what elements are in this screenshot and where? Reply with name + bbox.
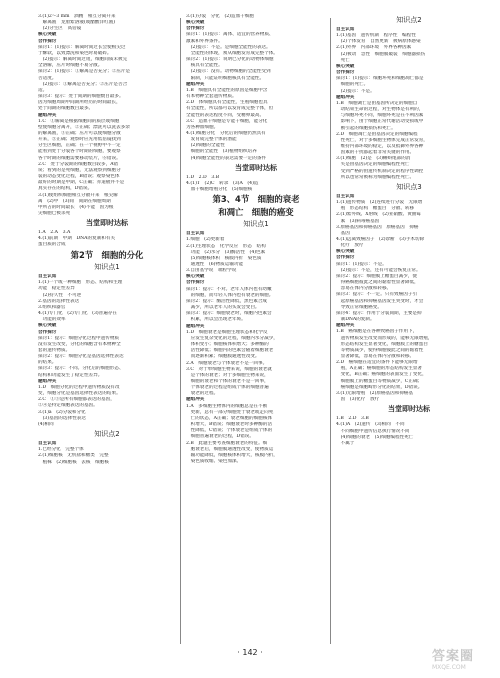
answer-line: 更新，总有一部分细胞处于衰老或走向死 <box>186 409 274 415</box>
answer-line: 得癌细胞彼此之间的黏着性显著降低， <box>336 280 419 286</box>
answer-line: 3.C 对于单细胞生物来说，细胞的衰老就 <box>186 366 272 372</box>
label-heading: 题组冲关 <box>336 323 355 329</box>
label-heading: 合作探讨 <box>38 38 57 44</box>
answer-line: 否适度。 <box>38 75 57 81</box>
answer-line: 有本物种全套遗传物质。 <box>186 94 237 100</box>
answer-line: 2.(1)外界 内部环境 外界各种因素 <box>336 45 412 51</box>
answer-line: 探讨3：提示：细胞衰老时，细胞内色素会 <box>186 311 272 317</box>
answer-line: 因为细胞周期中间期所经历的时间最长， <box>38 100 121 106</box>
answer-line: 3.C 造血干细胞是专能干细胞，能分化 <box>186 118 268 124</box>
label-heading: 合作探讨 <box>186 26 205 32</box>
subsection-heading: 当堂即时达标 <box>235 163 277 172</box>
answer-line: 中所占的时间最长 (4)不能 因为根 <box>38 204 114 210</box>
answer-line: 所以也常常被称为细胞编程性死亡。 <box>336 174 415 180</box>
answer-line: 亡的状态，A正确；衰老细胞的细胞核体 <box>186 415 273 421</box>
answer-line: 断引起的细胞损伤和死亡。 <box>336 125 396 131</box>
answer-line: (2)分生区 高倍镜 <box>38 26 82 32</box>
answer-line: 1.B 细胞凋亡是由基因所决定的细胞自 <box>336 100 418 106</box>
answer-line: 1.C ①解离是根据细胞间的质层或细胞 <box>38 118 120 124</box>
answer-line: 2.D 体细胞具有全能性，生殖细胞也具 <box>186 100 268 106</box>
label-heading: 核心突破 <box>38 32 57 38</box>
answer-line: 细胞膜上的糖蛋白等物质减少，C正确； <box>336 378 423 384</box>
answer-line: 细胞的衰老和个体的衰老不是一回事， <box>186 378 269 384</box>
watermark-text: 答案圈 <box>432 649 475 664</box>
answer-line: 处于间期的细胞数目最多。 <box>38 106 94 112</box>
answer-line: 探讨3：提示：不一定。只有致癌因子引 <box>336 292 418 298</box>
knowledge-point-heading: 知识点1 <box>243 220 269 229</box>
answer-line: 激素和外界条件。 <box>186 38 223 44</box>
answer-line: 1.(1)一个或一种细胞 形态、结构和生理 <box>38 280 123 286</box>
answer-line: 探讨2：(1)提示：说明已分化的动物体细胞 <box>186 57 274 63</box>
answer-line: 2.(1)生理状态 化学反应 形态 结构 <box>186 243 266 249</box>
answer-line: 积增大，B错误；细胞衰老时多种酶的活 <box>186 422 273 428</box>
knowledge-point-heading: 知识点2 <box>94 430 120 439</box>
column-left <box>38 14 176 650</box>
answer-line: 探讨3：提示：不同。分化后的细胞形态、 <box>38 366 124 372</box>
answer-line: 染色质收缩、染色加深。 <box>186 459 242 464</box>
answer-line: 的解离液，③正确；压片可以使细胞分散 <box>38 130 121 136</box>
answer-line: 适。 <box>38 87 48 93</box>
answer-line: 性死亡，对于多细胞生物体完成正常发育， <box>336 137 428 143</box>
section-title: 第2节 细胞的分化 <box>70 249 144 260</box>
answer-line: 1.细胞 (2)更新着 <box>186 237 225 243</box>
answer-line: 探讨1：提示：不对。老年人体内也有幼嫩 <box>186 286 272 292</box>
section-title: 第3、4节 细胞的衰老 <box>212 194 300 205</box>
answer-line: 结构和功能发生了稳定性差异。 <box>38 372 103 378</box>
answer-line: 探讨3：提示：处于间期的细胞数目最多。 <box>38 94 124 100</box>
section-title: 和凋亡 细胞的癌变 <box>218 206 294 217</box>
answer-line: 是个体的衰老；对于多细胞生物来说， <box>186 372 269 378</box>
answer-line: 4.(1)A (2)遗传 (3)相同 不同 <box>336 422 405 428</box>
answer-line: 受到严格的由遗传机制决定的程序性调控 <box>336 168 424 174</box>
answer-line: 1.D 细胞衰老是细胞生理状态和化学反 <box>186 329 268 335</box>
answer-line: 基因 <box>336 230 350 236</box>
answer-line: 1.B 细胞具有全能性的原因是细胞中含 <box>186 87 268 93</box>
answer-line: 1.D 细胞分化的过程中遗传物质没有改 <box>38 384 120 390</box>
answer-line: 功能 稳定性差异 <box>38 286 75 292</box>
label-heading: 合作探讨 <box>336 70 355 76</box>
answer-line: 显著降低，容易在体内分散和转移。 <box>336 353 415 359</box>
label-heading: 核心突破 <box>336 63 355 69</box>
answer-line: 壁使细胞分离开，②正确；漂洗可以洗去多余 <box>38 124 130 130</box>
answer-line: 能看到处于分裂各个时期的细胞，要观察 <box>38 149 121 155</box>
knowledge-point-heading: 知识点2 <box>396 16 422 24</box>
answer-line: 2.C 处于分裂期的细胞数目较多，A错 <box>38 161 119 167</box>
label-heading: 核心突破 <box>38 323 57 329</box>
answer-line: 误；看到的是死细胞，无法观察到细胞分 <box>38 167 121 173</box>
answer-line: 探讨4：提示：作用于分裂间期，主要是抑 <box>336 310 422 316</box>
answer-line: 全能性的体现，须从细胞发育成完整个体。 <box>186 50 278 56</box>
answer-line: 2.D 细胞凋亡是由基因决定的细胞编程 <box>336 131 418 137</box>
answer-line: 4.(1)前期 中期 DNA的复制和有关 <box>38 236 116 242</box>
answer-line: 植株 (2)细胞核 去核 细胞核 <box>38 459 109 465</box>
subsection-heading: 当堂即时达标 <box>388 405 430 414</box>
answer-line: 通透性 (6)物质运输功能 <box>186 262 244 267</box>
answer-line: (4)细胞全能性的表达需要一定的条件 <box>186 155 267 161</box>
answer-line: (2)提示：不是。是细胞全能性的表达。 <box>186 44 271 50</box>
answer-line: 3.(1)无限增殖 (2)原癌基因和抑癌基 <box>336 390 414 396</box>
answer-line: (2)持久性 不可逆 <box>38 292 82 298</box>
answer-line: 裂的动态变化过程，B错误；观察染色体 <box>38 174 120 180</box>
answer-line: 化疗 放疗 <box>336 243 364 249</box>
answer-line: 细胞普遍衰老的过程，D错误。 <box>186 434 254 440</box>
answer-line: (2)提示：①解离是否充分；②压片是否合 <box>38 81 128 87</box>
answer-line: 1.B 癌细胞是在各种致癌因子作用下， <box>336 329 418 335</box>
label-heading: 合作探讨 <box>186 280 205 286</box>
answer-line: 蛋白质的合成 <box>38 242 66 248</box>
answer-line: 动结束生命的过程，对生物体是有利的， <box>336 107 424 113</box>
answer-line: 真实存在的结构，D错误。 <box>38 186 93 192</box>
answer-line: 2.基因的选择性表达 <box>38 298 80 304</box>
knowledge-point-heading: 知识点3 <box>396 182 422 191</box>
answer-line: 细胞的全能性 (3)植物组织培养 <box>186 149 257 155</box>
label-heading: 题组冲关 <box>186 323 205 329</box>
answer-line: (2)提示：没有。动物细胞的全能性受到 <box>186 69 271 75</box>
answer-line: 探讨2：提示：细胞膜上糖蛋白减少，使 <box>336 273 418 279</box>
answer-line: 起原癌基因和抑癌基因发生突变时，才会 <box>336 298 424 304</box>
answer-line: 离 (2)中 (3)间 间期在细胞周期 <box>38 198 111 204</box>
answer-line: 变，细胞分化是基因选择性表达的结果。 <box>38 391 121 397</box>
answer-line: 2.(1)紫外线、X射线 (2)亚硝酸、黄曲霉 <box>336 212 421 218</box>
column-divider <box>330 18 331 644</box>
answer-line: 因 (3)化疗 放疗 <box>336 397 380 403</box>
column-middle <box>186 14 326 650</box>
answer-line: 最好的时期是中期，C正确；赤道板并不是 <box>38 180 125 186</box>
label-heading: 题组冲关 <box>336 94 355 100</box>
answer-line: 容易在体内分散和转移。 <box>336 286 392 292</box>
answer-line: 1.(1)基因 遗传机制 程序性 编程性 <box>336 33 416 39</box>
answer-line: 影响下，由于细胞正常代谢活动受损或中 <box>336 119 424 125</box>
label-heading: 题组冲关 <box>186 397 205 403</box>
answer-line: 积累，所以会出现老年斑。 <box>186 317 246 323</box>
answer-line: 殖 形态结构 糖蛋白 分散、转移 <box>336 206 415 212</box>
answer-line: 性降低，C错误；个体衰老是组成个体的 <box>186 428 273 434</box>
answer-line: 套的遗传物质。 <box>38 348 71 353</box>
answer-line: 导致正常细胞癌变。 <box>336 304 382 310</box>
answer-line: (4)细胞的衰老 (5)细胞编程性死亡 <box>336 434 414 440</box>
answer-line: 形态结构发生显著变化，细胞膜上的糖蛋白 <box>336 341 428 347</box>
answer-line: (2)细胞的全能性 <box>186 143 225 149</box>
answer-line: 4.(1)远离致癌因子 (2)诊断 (3)手术切除 <box>336 237 425 242</box>
answer-line: 制DNA的复制。 <box>336 317 375 323</box>
watermark-url: MXQE.COM <box>432 664 466 671</box>
page-number: · 142 · <box>237 648 263 657</box>
answer-line: 不属于 <box>336 440 355 446</box>
label-heading: 题组冲关 <box>38 112 57 118</box>
label-heading: 核心突破 <box>336 249 355 255</box>
answer-line: (3)基因的选择性表达 <box>38 415 86 421</box>
answer-line: 与细胞坏死不同，细胞坏死是在不利因素 <box>336 113 424 119</box>
answer-line: 变化，B正确；癌细胞的表面发生了变化， <box>336 372 427 378</box>
label-heading: 自主认知 <box>38 274 57 280</box>
answer-page <box>38 14 482 650</box>
answer-line: 4.(1)T (2)C 转录 (3)A (4)造 <box>186 180 259 186</box>
answer-line: 个体衰老的过程是组成个体的细胞普遍 <box>186 385 269 391</box>
answer-line: 失是由基因决定的细胞编程性死亡 <box>336 162 410 168</box>
answer-line: 2.A 细胞衰老与个体衰老不是一回事。 <box>186 360 268 366</box>
answer-line: 胞衰老后，细胞膜通透性改变，使物质运 <box>186 446 274 452</box>
label-heading: 自主认知 <box>186 231 205 237</box>
answer-line: 核具有全能性。 <box>186 63 223 69</box>
answer-line: (2)提示：不是。 <box>336 88 375 94</box>
answer-line: 3.自由基学说 端粒学说 <box>186 268 237 274</box>
answer-line: 1.B 2.D 3.B <box>336 416 369 422</box>
answer-line: 1.(1)遗传物质 (2)连续进行分裂 无限增 <box>336 200 423 206</box>
answer-line: 3.(1)2～3 mm 酒精 相互分离开来 <box>38 14 116 19</box>
answer-line: 输功能降低，细胞核体积增大，核膜内折， <box>186 452 278 458</box>
answer-line: 因素的干扰都起着非常关键的作用。 <box>336 150 415 156</box>
watermark-logo <box>432 650 494 672</box>
label-heading: 题组冲关 <box>186 81 205 87</box>
answer-line: 3.原癌基因和抑癌基因 原癌基因 抑癌 <box>336 224 419 230</box>
answer-line: (2)被动 急性 细胞膜破裂 细胞器损伤 <box>336 51 426 57</box>
answer-line: 于酥软，以致漂洗和染色时易破碎。 <box>38 50 112 56</box>
answer-line: 探讨1：(1)提示：离体、适宜的营养物质、 <box>186 32 274 38</box>
answer-line: 细胞的死亡。 <box>336 82 369 88</box>
answer-line: 探讨1：(1)提示：解离时间过长会使根尖过 <box>38 44 126 50</box>
answer-line: 1.A 2.A 3.A <box>38 230 71 236</box>
answer-line: 3.组织和器官 <box>38 304 66 310</box>
answer-line: 探讨2：(1)提示：①解离是否充分；②压片是 <box>38 69 131 75</box>
answer-line: 发育成完整个体的潜能 <box>186 137 237 143</box>
answer-line: 没有发生改变，分化的细胞含有本物种全 <box>38 341 121 347</box>
answer-line: (4)相同 <box>38 421 54 427</box>
answer-line: (5)细胞核体积 核膜内折 染色质 <box>186 255 262 261</box>
answer-line: 探讨1：提示：细胞分化过程中遗传物质 <box>38 335 120 341</box>
answer-line: 的细胞，而年轻人体内也有衰老的细胞。 <box>186 292 274 298</box>
answer-line: 3.(1)a (2)分裂和分化 <box>38 409 86 415</box>
label-heading: 题组冲关 <box>38 378 57 384</box>
answer-line: 1.A 多细胞生物体内的细胞总是在不断 <box>186 403 268 409</box>
answer-line: 维持内部环境的稳定，以及抵御外界各种 <box>336 143 424 149</box>
knowledge-point-heading: 知识点1 <box>94 263 120 272</box>
answer-line: 4.(1)细胞分化 分化后的细胞仍然具有 <box>186 130 266 136</box>
label-heading: 合作探讨 <box>336 255 355 261</box>
label-heading: 核心突破 <box>186 274 205 280</box>
answer-line: 2.D 癌细胞在适宜的条件下能够无限增 <box>336 360 418 366</box>
answer-line: (2)提示：不是，还有可能会恢复正常。 <box>336 267 421 273</box>
answer-line: (2)提示：解离时间过短，细胞间质未被完 <box>38 57 128 63</box>
column-divider <box>180 18 181 644</box>
answer-line: 探讨2：提示：细胞分化是基因选择性表达 <box>38 354 124 360</box>
answer-line: 而逐渐积累；细胞膜通透性改变。 <box>186 354 260 360</box>
answer-line: 3.(1)细胞 (2)是 (3)蝌蚪尾部的消 <box>336 156 411 162</box>
answer-line: 功能的效率 <box>38 317 66 323</box>
label-heading: 核心突破 <box>186 20 205 26</box>
answer-line: 2.C ①③是所有细胞都表达的基因， <box>38 397 115 403</box>
answer-line: 等物质减少，使得细胞彼此之间的黏着性 <box>336 347 424 353</box>
answer-line: 1.D 2.D 3.B <box>186 174 220 180</box>
answer-line: ②④是特定细胞表达的基因。 <box>38 403 98 409</box>
answer-line: 4.(1)专门化 (2)专门化 (3)普遍存在 <box>38 311 118 317</box>
answer-line: 各个时期的细胞需要移动装片，⑥错误。 <box>38 155 121 161</box>
answer-line: 活性降低；细胞内的色素会随着细胞衰老 <box>186 348 274 354</box>
column-right <box>336 14 482 650</box>
answer-line: 限制，只能证明细胞核具有全能性。 <box>186 75 265 81</box>
answer-line: 死亡 <box>336 57 350 63</box>
answer-line: 应发生复杂变化的过程，细胞内水分减少， <box>186 335 278 341</box>
answer-line: 探讨2：提示：酶活性降低，黑色素合成 <box>186 298 268 304</box>
answer-line: 为各种血细胞。 <box>186 124 219 130</box>
label-heading: 自主认知 <box>336 193 355 199</box>
answer-line: 有全能性，所以都可以发育成完整个体，但 <box>186 106 274 112</box>
answer-line: (2)个体发育 自然更新 被病原体感染 <box>336 39 421 45</box>
answer-line: 减少，所以老年人的头发会变白。 <box>186 305 260 311</box>
answer-line: 探讨1：(1)提示：细胞坏死和细胞凋亡都是 <box>336 76 424 82</box>
answer-line: 遗传物质发生改变而形成的，能够无限增殖， <box>336 335 433 341</box>
answer-line: 殖，A正确；癌细胞的形态结构发生显著 <box>336 366 423 372</box>
answer-line: 1.已经分化 完整个体 <box>38 447 84 453</box>
answer-line: 不同细胞中遗传信息执行情况不同 <box>336 428 410 434</box>
answer-line: 功能 (2)水分 (3)酶活性 (4)色素 <box>186 249 266 255</box>
answer-line: 解离液 龙胆紫溶液(或醋酸洋红液) <box>38 20 116 26</box>
label-heading: 合作探讨 <box>38 329 57 335</box>
answer-line: 的结果。 <box>38 360 57 366</box>
answer-line: 2.B 此题主要考查细胞衰老的特征。细 <box>186 440 268 446</box>
answer-line: 尖细胞已被杀死 <box>38 211 71 216</box>
answer-line: 全能性的表达程度不同，受精卵最高。 <box>186 112 265 118</box>
answer-line: 衰老的过程。 <box>186 391 219 397</box>
answer-line: 开来，⑤正确；观察时应先用低倍镜找到 <box>38 137 121 143</box>
answer-line: 2.(1)细胞核 无机盐和糖类 完整 <box>38 453 109 459</box>
answer-line: 全溶解，压片时细胞不易分散。 <box>38 63 103 69</box>
answer-line: 体积变小；细胞核体积增大；多种酶的 <box>186 342 269 348</box>
label-heading: 自主认知 <box>38 441 57 447</box>
answer-line: 分生区细胞，正确；在一个视野中不一定 <box>38 143 121 149</box>
answer-line: 3.(1)使组织细胞相互分散开来 根尖解 <box>38 192 118 198</box>
answer-line: 血干细胞增殖分化 (5)细胞核 <box>186 187 253 193</box>
answer-line: 癌细胞是细胞畸形分化的结果，D错误。 <box>336 384 423 390</box>
label-heading: 自主认知 <box>336 27 355 32</box>
answer-line: 素 (3)病毒癌基因 <box>336 218 380 224</box>
answer-line: 3.(1)分裂 分化 (2)造血干细胞 <box>186 14 254 19</box>
answer-line: 探讨1：(1)提示：不是。 <box>336 261 387 267</box>
subsection-heading: 当堂即时达标 <box>86 219 128 228</box>
